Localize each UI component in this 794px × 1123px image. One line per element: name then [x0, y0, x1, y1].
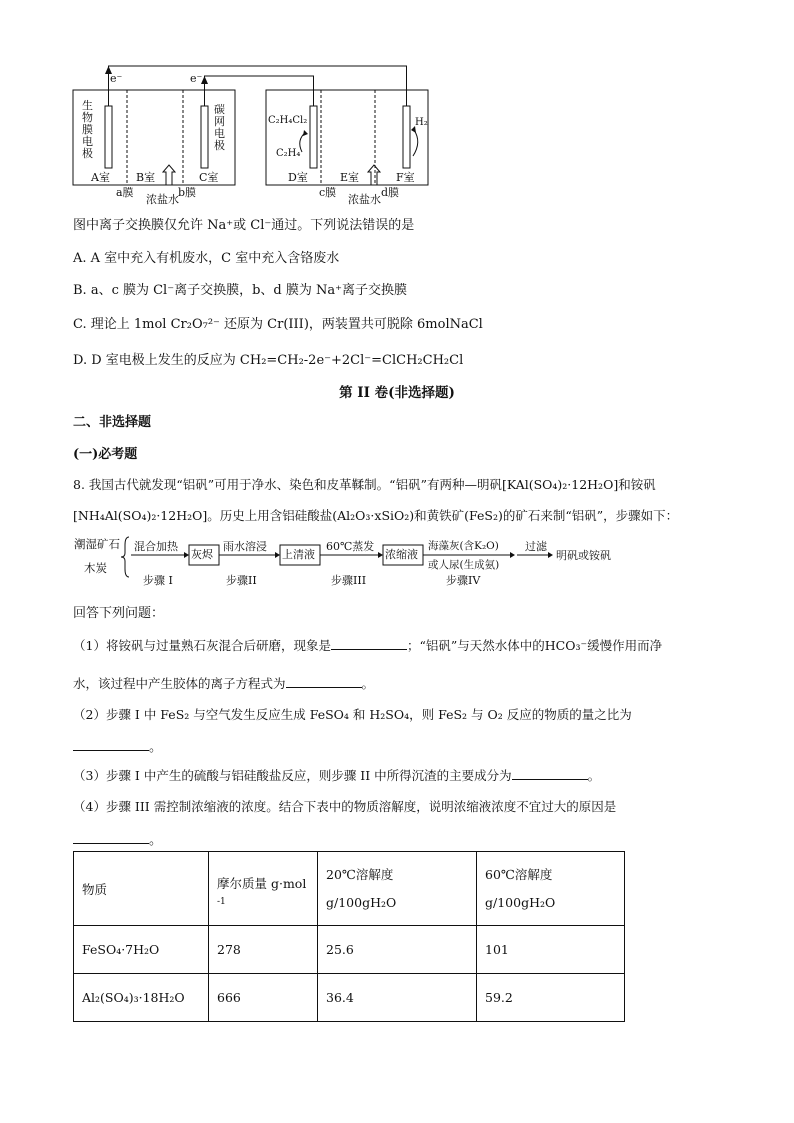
q8-part4-blank[interactable]	[73, 831, 149, 844]
volume-title: 第 II 卷(非选择题)	[339, 385, 455, 401]
q8-intro-2: [NH₄Al(SO₄)₂·12H₂O]。历史上用含铝硅酸盐(Al₂O₃·xSiO₂)和黄铁矿(FeS₂)的矿石来制“铝矾”，步骤如下：	[73, 508, 679, 523]
cell-solubility-60: 59.2	[477, 974, 625, 1022]
flow-step-3: 步骤III	[331, 574, 367, 587]
room-a-label: A室	[91, 171, 110, 184]
header-molar-mass	[209, 852, 318, 926]
biofilm-electrode	[105, 106, 112, 168]
q8-part2-end: 。	[149, 740, 163, 755]
room-d-label: D室	[288, 171, 308, 184]
room-c-label: C室	[199, 171, 219, 184]
q8-part2-blank[interactable]	[73, 738, 149, 751]
flow-arrow-3-label: 60℃蒸发	[326, 540, 375, 553]
cell-solubility-20: 36.4	[318, 974, 477, 1022]
q7-option-c: C. 理论上 1mol Cr₂O₇²⁻ 还原为 Cr(III)，两装置共可脱除 6molNaCl	[73, 317, 483, 332]
cell-molar-mass: 666	[209, 974, 318, 1022]
cell-substance: Al₂(SO₄)₃·18H₂O	[74, 974, 209, 1022]
flow-box-3-label: 浓缩液	[385, 548, 418, 561]
q8-part1-blank-2[interactable]	[286, 675, 362, 688]
section-title: 二、非选择题	[73, 415, 152, 430]
q8-part1-text-a: （1）将铵矾与过量熟石灰混合后研磨，现象是	[73, 638, 331, 653]
q7-option-b: B. a、c 膜为 Cl⁻离子交换膜，b、d 膜为 Na⁺离子交换膜	[73, 283, 407, 298]
q8-part1-line1	[73, 636, 662, 654]
room-b-label: B室	[136, 171, 156, 184]
header-s20-line2: g/100gH₂O	[326, 894, 397, 910]
flow-box-2-label: 上清液	[282, 548, 315, 561]
wire-inner	[205, 76, 314, 106]
membrane-c-label: c膜	[319, 186, 337, 199]
flow-box-1-label: 灰烬	[191, 548, 213, 561]
f-electrode	[403, 106, 410, 168]
header-s20-line1: 20℃溶解度	[326, 866, 394, 882]
cell-solubility-60: 101	[477, 926, 625, 974]
q8-part1-end: 。	[361, 676, 375, 691]
flow-input-ore: 潮湿矿石	[74, 537, 120, 551]
table-row	[74, 926, 625, 974]
carbon-electrode	[201, 106, 208, 168]
flow-arrow-5-label: 过滤	[525, 540, 547, 553]
q7-option-a: A. A 室中充入有机废水，C 室中充入含铬废水	[73, 251, 340, 266]
table-row	[74, 974, 625, 1022]
q8-part2-text: （2）步骤 I 中 FeS₂ 与空气发生反应生成 FeSO₄ 和 H₂SO₄，则 FeS₂ 与 O₂ 反应的物质的量之比为	[73, 707, 632, 722]
hydrogen-label: H₂	[415, 117, 428, 128]
flow-input-charcoal: 木炭	[84, 561, 107, 575]
q8-part1-text-b: ；“铝矾”与天然水体中的HCO₃⁻缓慢作用而净	[406, 638, 663, 653]
flow-step-1: 步骤 I	[143, 574, 173, 587]
q8-intro-1: 8. 我国古代就发现“铝矾”可用于净水、染色和皮革鞣制。“铝矾”有两种—明矾[KAl(SO₄)₂·12H₂O]和铵矾	[73, 477, 656, 492]
d-electrode	[310, 106, 317, 168]
header-substance: 物质	[74, 852, 209, 926]
room-e-label: E室	[340, 171, 360, 184]
subsection-title: (一)必考题	[73, 447, 138, 462]
q8-part3-text: （3）步骤 I 中产生的硫酸与铝硅酸盐反应，则步骤 II 中所得沉渣的主要成分为	[73, 768, 512, 783]
q7-option-d: D. D 室电极上发生的反应为 CH₂=CH₂-2e⁻+2Cl⁻=ClCH₂CH₂Cl	[73, 353, 464, 368]
q8-part1-blank-1[interactable]	[331, 637, 407, 650]
ethylene-label: C₂H₄	[276, 148, 301, 159]
flow-step-4: 步骤IV	[446, 574, 481, 587]
flow-arrow-2-label: 雨水溶浸	[223, 540, 267, 553]
cell-substance: FeSO₄·7H₂O	[74, 926, 209, 974]
q8-part1-line2	[73, 674, 374, 692]
q8-part1-text-c: 水，该过程中产生胶体的离子方程式为	[73, 676, 286, 691]
membrane-b-label: b膜	[178, 186, 197, 199]
q8-part3-end: 。	[587, 768, 601, 783]
q8-part2-answer-line	[73, 736, 162, 755]
electron-label-right: e⁻	[190, 72, 203, 85]
cell-molar-mass: 278	[209, 926, 318, 974]
room-f-label: F室	[396, 171, 415, 184]
answer-prompt: 回答下列问题：	[73, 606, 165, 621]
flow-brace	[121, 537, 129, 577]
inlet-left-label: 浓盐水	[146, 193, 179, 206]
q8-part4-end: 。	[149, 833, 163, 848]
membrane-a-label: a膜	[116, 186, 134, 199]
electron-label-left: e⁻	[110, 72, 123, 85]
cell-solubility-20: 25.6	[318, 926, 477, 974]
wire-outer	[109, 66, 407, 106]
header-s60-line1: 60℃溶解度	[485, 866, 553, 882]
inlet-arrow-left	[163, 165, 175, 185]
hydrogen-curve-arrow	[413, 130, 418, 156]
header-molar-mass-line1: 摩尔质量 g·mol	[217, 875, 307, 891]
table-header-row	[74, 852, 625, 926]
flow-step-2: 步骤II	[226, 574, 257, 587]
flow-arrow-1-label: 混合加热	[134, 540, 178, 553]
dichloroethane-label: C₂H₄Cl₂	[268, 115, 308, 126]
q8-part4-text: （4）步骤 III 需控制浓缩液的浓度。结合下表中的物质溶解度，说明浓缩液浓度不宜过大的原因是	[73, 799, 617, 814]
q8-part4-answer-line	[73, 829, 162, 848]
header-molar-mass-line2: -1	[217, 896, 226, 907]
biofilm-electrode-label: 生物膜电极	[82, 99, 93, 160]
inlet-arrow-right	[368, 165, 380, 185]
header-solubility-20	[318, 852, 477, 926]
membrane-d-label: d膜	[381, 186, 400, 199]
flow-arrow-4-top: 海藻灰(含K₂O)	[428, 540, 499, 552]
header-s60-line2: g/100gH₂O	[485, 894, 556, 910]
carbon-electrode-label: 碳网电极	[214, 103, 225, 152]
q8-part3-line	[73, 766, 600, 784]
flow-product: 明矾或铵矾	[556, 549, 611, 562]
q8-part3-blank[interactable]	[512, 767, 588, 780]
inlet-right-label: 浓盐水	[348, 193, 381, 206]
flow-arrow-4-bottom: 或人尿(生成氨)	[428, 559, 500, 571]
q7-stem: 图中离子交换膜仅允许 Na⁺或 Cl⁻通过。下列说法错误的是	[73, 218, 415, 233]
header-solubility-60	[477, 852, 625, 926]
solubility-table	[73, 851, 625, 1022]
